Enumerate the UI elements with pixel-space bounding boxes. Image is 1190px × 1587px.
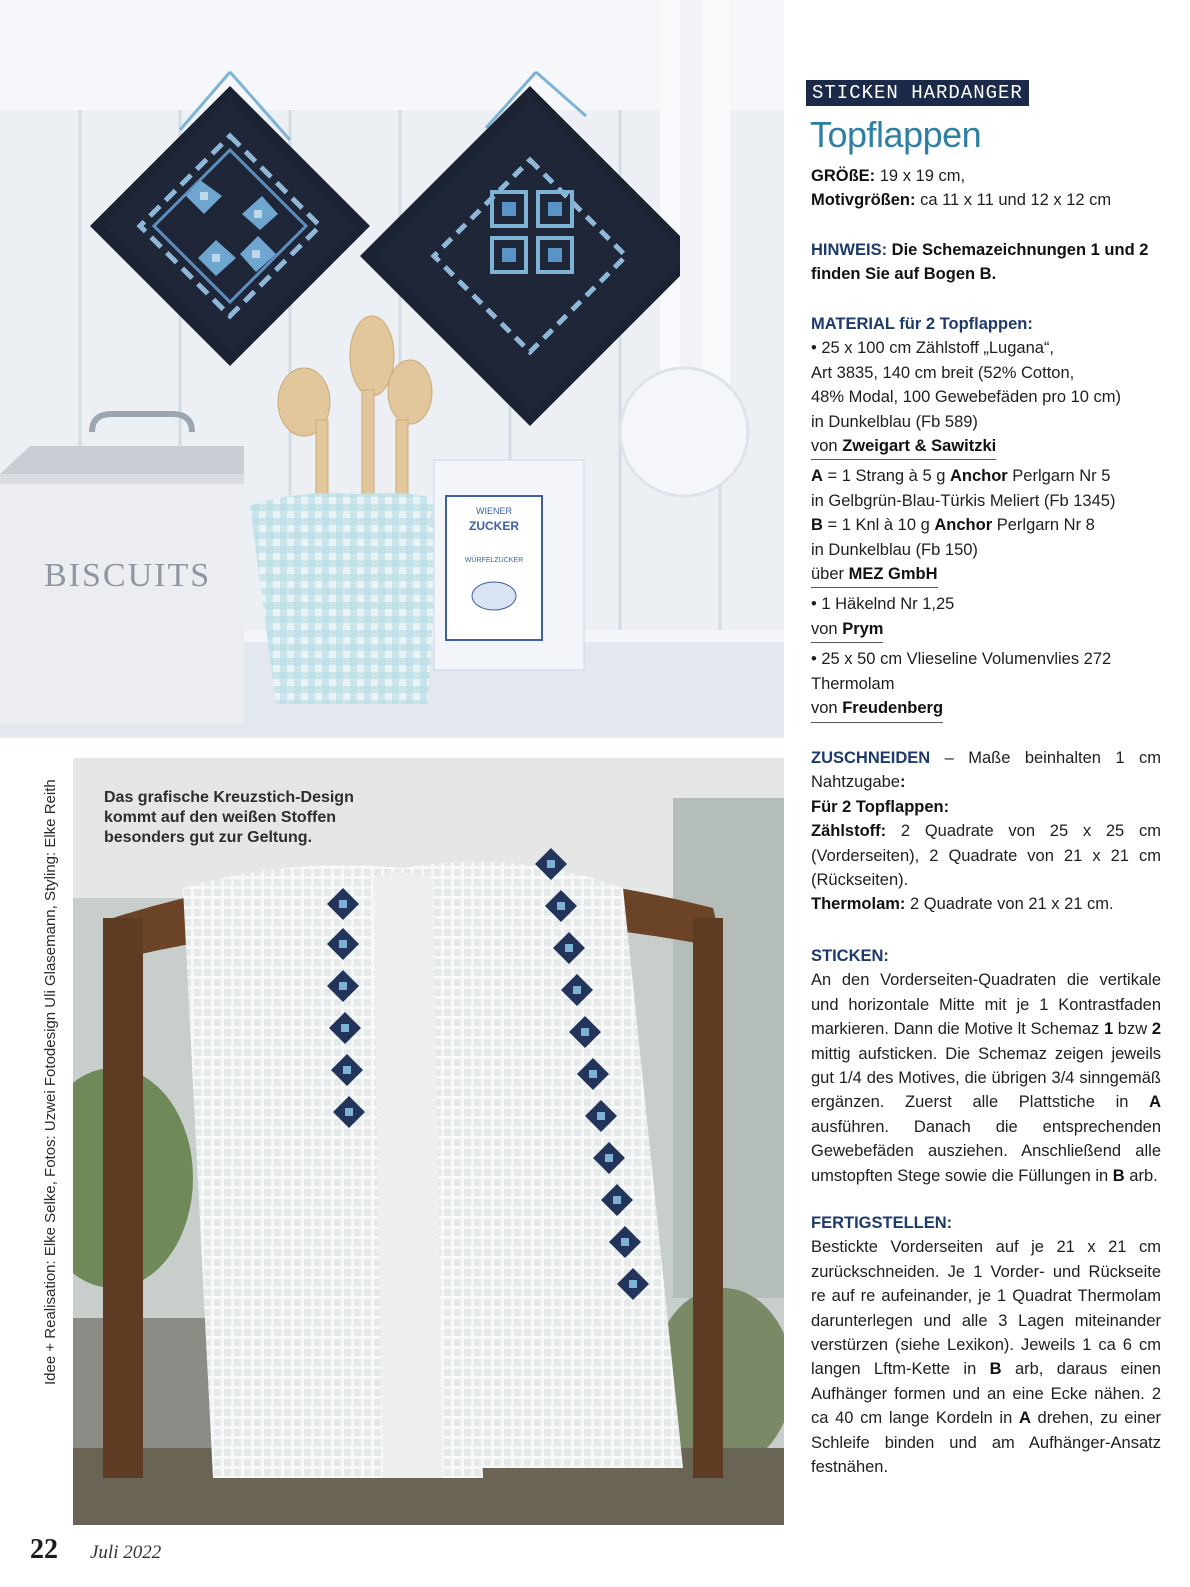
stitching-b1: 1 <box>1103 1020 1114 1039</box>
tin-label: BISCUITS <box>44 557 212 594</box>
yarn-b-pre: = 1 Knl à 10 g <box>822 516 935 535</box>
material-heading: MATERIAL für 2 Topflappen: <box>811 315 1033 333</box>
fabric-line-2: Art 3835, 140 cm breit (52% Cotton, <box>811 363 1075 382</box>
stitching-text <box>811 968 1161 1188</box>
stitching-block <box>811 944 1161 1188</box>
hint-block <box>811 238 1161 287</box>
sugar-box <box>434 460 584 670</box>
cutting-for-label: Für 2 Topflappen: <box>811 797 950 816</box>
hook-from-name: Prym <box>842 619 884 638</box>
size-label: GRÖßE: <box>811 167 876 185</box>
motif-size-value: ca 11 x 11 und 12 x 12 cm <box>915 191 1112 210</box>
cutting-colon: : <box>900 773 906 792</box>
stitching-t2: bzw <box>1113 1020 1152 1039</box>
fabric-supplier <box>811 434 996 460</box>
finishing-t1: Bestickte Vorderseiten auf je 21 x 21 cm zurückschneiden. Je 1 Vorder- und Rückseite re auf re aufeinander, je 1 Quadrat Thermolam darunterlegen und alle 3 Lagen miteinander verstürzen (siehe Lexikon). Jeweils 1 ca 6 cm langen Lftm-Kette in <box>811 1238 1161 1379</box>
photo-potholders <box>0 0 784 738</box>
motif-size-label: Motivgrößen: <box>811 191 916 210</box>
hook-from-prefix: von <box>811 619 843 638</box>
yarn-a-post: Perlgarn Nr 5 <box>1007 467 1111 486</box>
finishing-b1: B <box>989 1360 1002 1379</box>
yarn-b-key: B <box>811 516 823 535</box>
material-block <box>811 312 1161 723</box>
photo-caption: Das grafische Kreuzstich-Design kommt auf den weißen Stoffen besonders gut zur Geltung. <box>104 789 354 846</box>
stitching-b4: B <box>1112 1166 1125 1185</box>
finishing-heading: FERTIGSTELLEN: <box>811 1214 953 1232</box>
finishing-t2: arb, daraus einen Aufhänger formen und an eine Ecke nähen. 2 ca 40 cm lange Kordeln in <box>811 1360 1161 1428</box>
hook-supplier <box>811 617 883 643</box>
fleece-supplier <box>811 696 943 722</box>
stitching-t4: ausführen. Danach die entsprechenden Gewebefäden ausziehen. Anschließend alle umstopften Stege sowie die Füllungen in <box>811 1117 1161 1185</box>
stitching-heading: STICKEN: <box>811 947 889 965</box>
stitching-b3: A <box>1149 1093 1161 1112</box>
fabric-line-4: in Dunkelblau (Fb 589) <box>811 412 978 431</box>
stitching-t5: arb. <box>1124 1166 1158 1185</box>
biscuit-tin <box>0 414 244 724</box>
size-block <box>811 164 1161 213</box>
finishing-t3: drehen, zu einer Schleife binden und am Aufhänger-Ansatz festnähen. <box>811 1409 1161 1477</box>
yarn-a-pre: = 1 Strang à 5 g <box>822 467 950 486</box>
stitching-b2: 2 <box>1151 1020 1161 1039</box>
page-title: Topflappen <box>810 114 982 155</box>
hint-label: HINWEIS: <box>811 241 888 259</box>
yarn-b-post: Perlgarn Nr 8 <box>992 516 1095 535</box>
yarn-from-name: MEZ GmbH <box>848 565 938 584</box>
box-brand-line2: ZUCKER <box>469 519 519 533</box>
fleece-line-2: Thermolam <box>811 674 895 693</box>
photo-towels <box>73 758 784 1525</box>
stitching-t3: mittig aufsticken. Die Schemaz zeigen jeweils gut 1/4 des Motives, die übrigen 3/4 sinngemäß ergänzen. Zuerst alle Plattstiche in <box>811 1044 1161 1112</box>
finishing-b2: A <box>1018 1409 1031 1428</box>
towels-illustration <box>73 758 784 1525</box>
yarn-supplier <box>811 562 938 588</box>
section-kicker: STICKEN HARDANGER <box>806 80 1029 106</box>
yarn-a-brand: Anchor <box>949 467 1008 486</box>
fleece-line-1: • 25 x 50 cm Vlieseline Volumenvlies 272 <box>811 650 1112 669</box>
cutting-intro: – Maße beinhalten 1 cm Nahtzugabe <box>811 749 1161 792</box>
hook-line: • 1 Häkelnd Nr 1,25 <box>811 595 955 614</box>
cutting-fabric-text: 2 Quadrate von 25 x 25 cm (Vorderseiten), 2 Quadrate von 21 x 21 cm (Rückseiten). <box>811 822 1161 890</box>
finishing-text <box>811 1235 1161 1479</box>
photo-credits: Idee + Realisation: Elke Selke, Fotos: Uzwei Fotodesign Uli Glasemann, Styling: Elke Reith <box>42 779 59 1385</box>
hint-text: Die Schemazeichnungen 1 und 2 finden Sie auf Bogen B. <box>811 241 1149 284</box>
yarn-b-color: in Dunkelblau (Fb 150) <box>811 540 978 559</box>
potholders-illustration <box>0 0 784 738</box>
size-value: 19 x 19 cm, <box>875 167 966 185</box>
yarn-a-color: in Gelbgrün-Blau-Türkis Meliert (Fb 1345) <box>811 491 1116 510</box>
issue-date: Juli 2022 <box>90 1542 162 1563</box>
cutting-fabric-label: Zählstoff: <box>811 822 887 841</box>
yarn-b-brand: Anchor <box>934 516 993 535</box>
fabric-line-3: 48% Modal, 100 Gewebefäden pro 10 cm) <box>811 388 1122 407</box>
yarn-a-key: A <box>811 467 823 486</box>
page-number: 22 <box>30 1534 58 1565</box>
fabric-line-1: • 25 x 100 cm Zählstoff „Lugana“, <box>811 339 1055 358</box>
fabric-from-name: Zweigart & Sawitzki <box>842 437 997 456</box>
cutting-heading: ZUSCHNEIDEN <box>811 749 931 767</box>
fabric-from-prefix: von <box>811 437 843 456</box>
fleece-from-prefix: von <box>811 699 843 718</box>
yarn-from-prefix: über <box>811 565 849 584</box>
finishing-block <box>811 1211 1161 1479</box>
stitching-t1: An den Vorderseiten-Quadraten die vertikale und horizontale Mitte mit je 1 Kontrastfaden markieren. Dann die Motive lt Schemaz <box>811 971 1161 1039</box>
box-brand-line3: WÜRFELZUCKER <box>464 557 524 564</box>
cutting-thermo-text: 2 Quadrate von 21 x 21 cm. <box>905 895 1114 914</box>
box-brand-line1: WIENER <box>476 506 512 516</box>
fleece-from-name: Freudenberg <box>842 699 944 718</box>
cutting-thermo-label: Thermolam: <box>811 895 906 914</box>
cutting-block <box>811 746 1161 917</box>
